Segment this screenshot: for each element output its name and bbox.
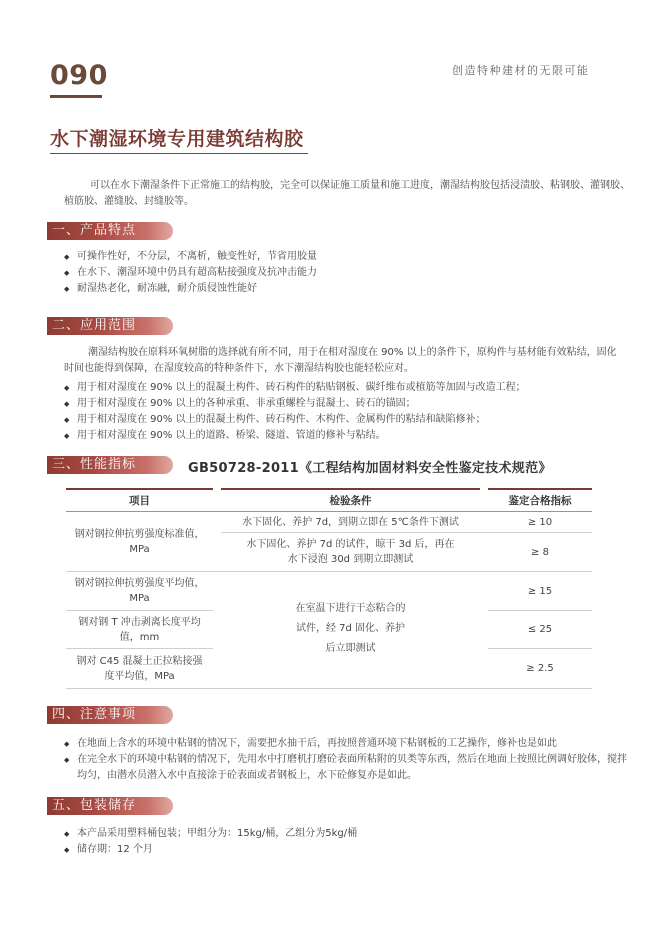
table-cell-condition: 水下固化、养护 7d，到期立即在 5℃条件下测试 bbox=[242, 516, 459, 528]
list-item: ◆ 用于相对湿度在 90% 以上的各种承重、非承重螺栓与混凝土、砖石的锚固； bbox=[64, 396, 526, 412]
condition-line: 试件，经 7d 固化、养护 bbox=[295, 623, 406, 634]
condition-line: 在室温下进行干态粘合的 bbox=[295, 603, 406, 614]
intro-line-2: 植筋胶、灌缝胶、封缝胶等。 bbox=[64, 196, 194, 207]
table-cell-criteria: ≥ 10 bbox=[527, 516, 553, 528]
list-item: ◆ 储存期：12 个月 bbox=[64, 842, 357, 858]
page-number: 090 bbox=[50, 60, 108, 91]
table-header-condition: 检验条件 bbox=[329, 494, 372, 507]
table-cell-condition bbox=[221, 533, 480, 571]
list-item: ◆ 耐湿热老化，耐冻融，耐介质侵蚀性能好 bbox=[64, 281, 317, 297]
intro-line-1: 可以在水下潮湿条件下正常施工的结构胶，完全可以保证施工质量和施工进度，潮湿结构胶包括浸渍胶、粘钢胶、灌钢胶、 bbox=[90, 180, 630, 191]
list-item: ◆ 用于相对湿度在 90% 以上的混凝土构件、砖石构件的粘贴钢板、碳纤维布或植筋等加固与改造工程； bbox=[64, 380, 526, 396]
condition-line: 水下浸泡 30d 到期立即测试 bbox=[287, 554, 414, 565]
list-item: ◆ 本产品采用塑料桶包装；甲组分为：15kg/桶，乙组分为5kg/桶 bbox=[64, 826, 357, 842]
section-heading-notes: 四、注意事项 bbox=[47, 706, 173, 724]
table-header-criteria: 鉴定合格指标 bbox=[508, 494, 572, 507]
list-item: ◆ 用于相对湿度在 90% 以上的混凝土构件、砖石构件、木构件、金属构件的粘结和缺陷修补； bbox=[64, 412, 526, 428]
condition-line: 后立即测试 bbox=[325, 643, 376, 654]
section-heading-performance: 三、性能指标 bbox=[47, 456, 173, 474]
table-cell-condition bbox=[221, 598, 480, 660]
table-cell-criteria: ≥ 2.5 bbox=[526, 663, 554, 674]
section-heading-storage: 五、包装储存 bbox=[47, 797, 173, 815]
page-number-underline bbox=[50, 95, 102, 98]
title-rule bbox=[50, 153, 308, 154]
application-line-2: 时间也能得到保障，在湿度较高的特种条件下，水下潮湿结构胶也能轻松应对。 bbox=[64, 363, 414, 374]
application-line-1: 潮湿结构胶在原料环氧树脂的选择就有所不同，用于在相对湿度在 90% 以上的条件下，原构件与基材能有效粘结，固化 bbox=[88, 347, 617, 358]
table-bottom-rule bbox=[66, 688, 592, 689]
note-line: 在完全水下的环境中粘钢的情况下，先用水中打磨机打磨砼表面所粘附的贝类等东西，然后在地面上按照比例调好胶体，搅拌 bbox=[77, 754, 627, 765]
application-list bbox=[64, 380, 526, 444]
table-cell-item: 钢对钢拉伸抗剪强度标准值，MPa bbox=[74, 528, 205, 555]
standard-title: GB50728-2011《工程结构加固材料安全性鉴定技术规范》 bbox=[188, 461, 552, 476]
section-heading-application: 二、应用范围 bbox=[47, 317, 173, 335]
table-header-item: 项目 bbox=[129, 494, 150, 507]
condition-line: 水下固化、养护 7d 的试件，晾干 3d 后，再在 bbox=[246, 539, 455, 550]
list-item: ◆ 用于相对湿度在 90% 以上的道路、桥梁、隧道、管道的修补与粘结。 bbox=[64, 428, 526, 444]
list-item bbox=[64, 752, 627, 784]
features-list bbox=[64, 249, 317, 297]
notes-list bbox=[64, 736, 627, 784]
application-paragraph bbox=[64, 345, 624, 377]
intro-paragraph bbox=[64, 178, 630, 210]
table-cell-item: 钢对钢 T 冲击剥离长度平均值，mm bbox=[78, 616, 201, 643]
storage-list bbox=[64, 826, 357, 858]
note-line: 均匀，由潜水员潜入水中直接涂于砼表面或者钢板上，水下砼修复亦是如此。 bbox=[77, 770, 417, 781]
document-title: 水下潮湿环境专用建筑结构胶 bbox=[50, 128, 304, 150]
table-cell-criteria: ≥ 8 bbox=[531, 546, 549, 558]
table-cell-criteria: ≤ 25 bbox=[527, 624, 553, 635]
list-item: ◆ 在地面上含水的环境中粘钢的情况下，需要把水抽干后，再按照普通环境下粘钢板的工艺操作，修补也是如此 bbox=[64, 736, 627, 752]
list-item: ◆ 在水下、潮湿环境中仍具有超高粘接强度及抗冲击能力 bbox=[64, 265, 317, 281]
list-item: ◆ 可操作性好，不分层，不离析，触变性好，节省用胶量 bbox=[64, 249, 317, 265]
table-cell-item: 钢对钢拉伸抗剪强度平均值，MPa bbox=[74, 578, 205, 604]
tagline: 创造特种建材的无限可能 bbox=[452, 64, 590, 77]
table-cell-criteria: ≥ 15 bbox=[527, 585, 553, 597]
table-cell-item: 钢对 C45 混凝土正拉粘接强度平均值，MPa bbox=[76, 655, 203, 682]
section-heading-features: 一、产品特点 bbox=[47, 222, 173, 240]
